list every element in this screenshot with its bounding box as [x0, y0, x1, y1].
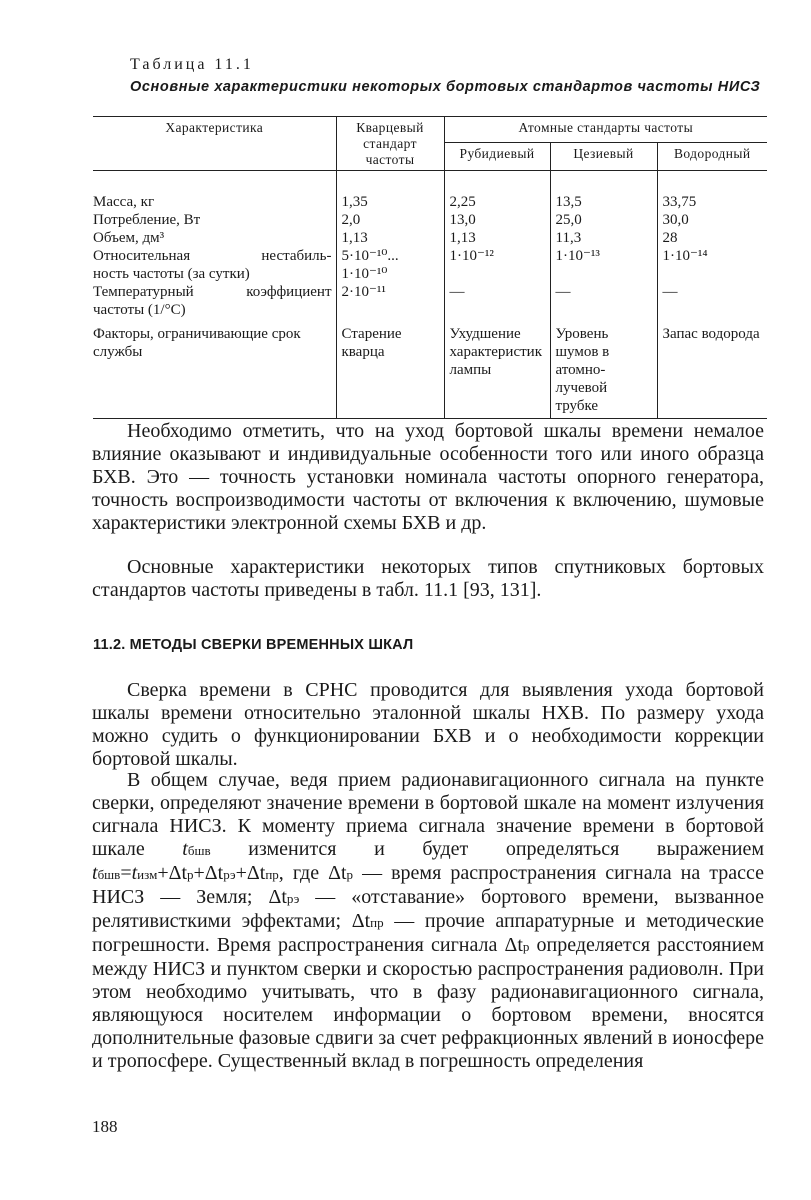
cell-quartz: Старение кварца	[336, 319, 444, 419]
row-label: Потребление, Вт	[93, 212, 201, 228]
table-row	[93, 211, 767, 229]
cell-quartz: 1,13	[336, 229, 444, 247]
cell-hydrogen: 28	[657, 229, 767, 247]
cell-quartz: 2·10⁻¹¹	[336, 283, 444, 319]
table-row	[93, 247, 767, 283]
cell-rubidium: 13,0	[444, 211, 550, 229]
page-number: 188	[92, 1117, 118, 1136]
formula-op: +	[235, 862, 247, 884]
cell-rubidium: Ухудшение характеристик лампы	[444, 319, 550, 419]
row-label-line: ность частоты (за сутки)	[93, 266, 250, 282]
cell-cesium: 25,0	[550, 211, 657, 229]
formula-sub: пр	[265, 867, 279, 882]
cell-rubidium: —	[444, 283, 550, 319]
text-run: определяется расстоянием между НИСЗ и пунктом сверки и скоростью распространения радиоволн. При этом необходимо учитывать, что в фазу радионавигационного сигнала, являющуюся носителем информации о бортовом времени, вносятся дополнительные фазовые сдвиги за счет рефракционных явлений в ионосфере и тропосфере. Существенный вклад в погрешность определения	[92, 934, 764, 1072]
row-label-line: Относительная нестабиль-	[93, 248, 332, 264]
cell-quartz: 2,0	[336, 211, 444, 229]
formula	[92, 862, 279, 884]
table-title: Основные характеристики некоторых бортовых стандартов частоты НИСЗ	[130, 79, 761, 95]
formula-var: Δt	[328, 862, 347, 884]
formula-sub: рэ	[286, 891, 300, 906]
text-run: — время распространения сигнала на трассе НИСЗ — Земля;	[92, 862, 764, 908]
text-run: — «отставание» бортового времени, вызванное релятивисткими эффектами;	[92, 886, 765, 932]
cell-cesium: 1·10⁻¹³	[550, 247, 657, 283]
formula-var: t	[92, 862, 98, 884]
cell-hydrogen: 1·10⁻¹⁴	[657, 247, 767, 283]
text-run: В общем случае, ведя прием радионавигационного сигнала на пункте сверки, определяют значение времени в бортовой шкале на момент излучения сигнала НИСЗ. К моменту приема сигнала значение времени в бортовой шкале	[92, 769, 764, 860]
formula-var: t	[182, 838, 188, 860]
paragraph-text: Основные характеристики некоторых типов спутниковых бортовых стандартов частоты приведены в табл. 11.1 [93, 131].	[92, 556, 764, 601]
table-caption: Таблица 11.1	[130, 56, 254, 73]
cell-quartz: 1,35	[336, 171, 444, 212]
row-label	[93, 247, 336, 283]
paragraph-text: Необходимо отметить, что на уход бортовой шкалы времени немалое влияние оказывают и индивидуальные особенности того или иного образца БХВ. Это — точность установки номинала частоты опорного генератора, точность воспроизводимости частоты от включения к включению, шумовые характеристики электронной схемы БХВ и др.	[92, 420, 764, 534]
formula-sub: р	[522, 939, 530, 954]
paragraph	[92, 420, 764, 535]
cell-rubidium: 1·10⁻¹²	[444, 247, 550, 283]
cell-rubidium: 2,25	[444, 171, 550, 212]
text-run: изменится и будет определяться выражением	[248, 838, 765, 860]
formula-var: Δt	[204, 862, 224, 884]
header-cesium: Цезиевый	[550, 143, 657, 171]
row-label-line: частоты (1/°С)	[93, 302, 186, 318]
header-rubidium: Рубидиевый	[444, 143, 550, 171]
header-quartz: Кварцевый стандарт частоты	[336, 117, 444, 171]
cell-cesium: Уровень шумов в атомно-лучевой трубке	[550, 319, 657, 419]
table-row	[93, 283, 767, 319]
cell-line: 1·10⁻¹⁰	[341, 266, 388, 282]
formula-op: +	[157, 862, 169, 884]
formula-var: Δt	[504, 934, 523, 956]
formula-sub: рэ	[223, 867, 236, 882]
table-row	[93, 171, 767, 212]
cell-cesium: —	[550, 283, 657, 319]
formula-var: Δt	[168, 862, 188, 884]
formula-sub: изм	[137, 867, 158, 882]
formula-var: t	[131, 862, 138, 884]
formula-var: Δt	[351, 910, 371, 932]
cell-hydrogen: Запас водорода	[657, 319, 767, 419]
header-characteristic: Характеристика	[93, 117, 336, 171]
cell-rubidium: 1,13	[444, 229, 550, 247]
formula-sub: бшв	[97, 867, 121, 882]
cell-hydrogen: 33,75	[657, 171, 767, 212]
formula-sub: р	[187, 867, 194, 882]
paragraph-text: Сверка времени в СРНС проводится для выявления ухода бортовой шкалы времени относительно эталонной шкалы НХВ. По размеру ухода можно судить о функционировании БХВ и о необходимости коррекции бортовой шкалы.	[92, 679, 764, 770]
paragraph	[92, 679, 764, 771]
formula-sub: бшв	[187, 843, 211, 858]
text-run: — прочие аппаратурные и методические погрешности. Время распространения сигнала	[92, 910, 764, 956]
cell-cesium: 13,5	[550, 171, 657, 212]
formula-sub: пр	[370, 915, 384, 930]
row-label: Объем, дм³	[93, 230, 165, 246]
row-label	[93, 283, 336, 319]
paragraph	[92, 769, 764, 1073]
formula-op: =	[120, 862, 132, 884]
formula-var: Δt	[268, 886, 287, 908]
cell-line: 5·10⁻¹⁰...	[341, 248, 399, 264]
table-row	[93, 229, 767, 247]
row-label: Масса, кг	[93, 194, 155, 210]
cell-quartz	[336, 247, 444, 283]
text-run: где	[292, 862, 320, 884]
paragraph-text: В общем случае, ведя прием радионавигационного сигнала на пункте сверки, определяют значение времени в бортовой шкале на момент излучения сигнала НИСЗ. К моменту приема сигнала значение времени в бортовой шкале tбшв изменится и будет определяться выражением tбшв=tизм+Δtр+Δtрэ+Δtпр, где Δtр — время распространения сигнала на трассе НИСЗ — Земля; Δtрэ — «отставание» бортового времени, вызванное релятивисткими эффектами; Δtпр — прочие аппаратурные и методические погрешности. Время распространения сигнала Δtр определяется расстоянием между НИСЗ и пунктом сверки и скоростью распространения радиоволн. При этом необходимо учитывать, что в фазу радионавигационного сигнала, являющуюся носителем информации о бортовом времени, вносятся дополнительные фазовые сдвиги за счет рефракционных явлений в ионосфере и тропосфере. Существенный вклад в погрешность определения	[92, 769, 765, 1072]
row-label: Факторы, ограничивающие срок службы	[93, 319, 336, 419]
cell-hydrogen: 30,0	[657, 211, 767, 229]
header-atomic-group: Атомные стандарты частоты	[444, 117, 767, 143]
header-hydrogen: Водородный	[657, 143, 767, 171]
characteristics-table	[93, 116, 767, 419]
table-row	[93, 319, 767, 419]
cell-hydrogen: —	[657, 283, 767, 319]
cell-cesium: 11,3	[550, 229, 657, 247]
formula-sub: р	[346, 867, 354, 882]
formula-var: Δt	[246, 862, 266, 884]
formula-op: +	[193, 862, 205, 884]
row-label-line: Температурный коэффициент	[93, 284, 332, 300]
paragraph	[92, 556, 764, 602]
section-heading: 11.2. МЕТОДЫ СВЕРКИ ВРЕМЕННЫХ ШКАЛ	[93, 637, 414, 653]
